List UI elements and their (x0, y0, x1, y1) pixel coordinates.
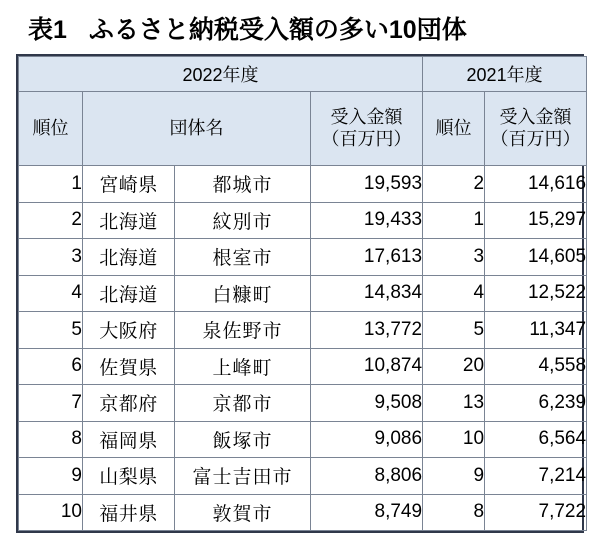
cell-amount-2021: 14,605 (485, 239, 587, 276)
cell-prefecture: 福井県 (83, 494, 175, 531)
table-header-columns (19, 92, 587, 166)
cell-amount-2022: 9,508 (311, 385, 423, 422)
cell-rank-2021: 1 (423, 202, 485, 239)
cell-rank-2021: 13 (423, 385, 485, 422)
cell-prefecture: 北海道 (83, 275, 175, 312)
cell-municipality: 京都市 (175, 385, 311, 422)
cell-amount-2021: 14,616 (485, 166, 587, 203)
table-body (19, 166, 587, 531)
table-row (19, 202, 587, 239)
header-amount-2022 (311, 92, 423, 166)
cell-rank-2021: 9 (423, 458, 485, 495)
cell-municipality: 白糠町 (175, 275, 311, 312)
header-rank-2022: 順位 (19, 92, 83, 166)
table-row (19, 312, 587, 349)
table-row (19, 166, 587, 203)
cell-amount-2022: 19,593 (311, 166, 423, 203)
table-row (19, 385, 587, 422)
cell-rank-2021: 10 (423, 421, 485, 458)
header-amount-2022-line2: （百万円） (321, 128, 412, 149)
table-number: 表1 (28, 16, 67, 44)
table-header-years (19, 57, 587, 92)
cell-prefecture: 北海道 (83, 202, 175, 239)
header-amount-2021 (485, 92, 587, 166)
cell-amount-2022: 10,874 (311, 348, 423, 385)
cell-amount-2021: 12,522 (485, 275, 587, 312)
cell-rank-2022: 1 (19, 166, 83, 203)
cell-rank-2021: 5 (423, 312, 485, 349)
cell-municipality: 紋別市 (175, 202, 311, 239)
cell-rank-2022: 2 (19, 202, 83, 239)
cell-amount-2021: 11,347 (485, 312, 587, 349)
cell-municipality: 都城市 (175, 166, 311, 203)
cell-rank-2021: 4 (423, 275, 485, 312)
cell-amount-2022: 8,806 (311, 458, 423, 495)
cell-rank-2022: 4 (19, 275, 83, 312)
cell-amount-2021: 7,214 (485, 458, 587, 495)
cell-prefecture: 京都府 (83, 385, 175, 422)
cell-rank-2022: 5 (19, 312, 83, 349)
cell-municipality: 敦賀市 (175, 494, 311, 531)
page-title (0, 0, 600, 54)
header-organization: 団体名 (83, 92, 311, 166)
cell-rank-2021: 20 (423, 348, 485, 385)
cell-amount-2022: 9,086 (311, 421, 423, 458)
header-rank-2021: 順位 (423, 92, 485, 166)
table-row (19, 239, 587, 276)
cell-amount-2022: 19,433 (311, 202, 423, 239)
table-caption: ふるさと納税受入額の多い10団体 (88, 16, 467, 44)
cell-rank-2021: 2 (423, 166, 485, 203)
header-year-2021: 2021年度 (423, 57, 587, 92)
cell-rank-2022: 6 (19, 348, 83, 385)
cell-amount-2021: 6,564 (485, 421, 587, 458)
cell-amount-2022: 17,613 (311, 239, 423, 276)
cell-prefecture: 大阪府 (83, 312, 175, 349)
table-row (19, 275, 587, 312)
cell-amount-2021: 7,722 (485, 494, 587, 531)
cell-prefecture: 福岡県 (83, 421, 175, 458)
cell-prefecture: 北海道 (83, 239, 175, 276)
cell-amount-2021: 6,239 (485, 385, 587, 422)
header-year-2022: 2022年度 (19, 57, 423, 92)
cell-rank-2022: 10 (19, 494, 83, 531)
cell-municipality: 根室市 (175, 239, 311, 276)
cell-rank-2022: 3 (19, 239, 83, 276)
header-amount-2021-line1: 受入金額 (499, 106, 572, 127)
table-row (19, 494, 587, 531)
table-container (16, 54, 587, 533)
donation-table (18, 56, 587, 531)
cell-amount-2022: 13,772 (311, 312, 423, 349)
cell-municipality: 上峰町 (175, 348, 311, 385)
header-amount-2021-line2: （百万円） (490, 128, 581, 149)
table-row (19, 348, 587, 385)
cell-rank-2021: 8 (423, 494, 485, 531)
cell-amount-2022: 14,834 (311, 275, 423, 312)
cell-rank-2022: 7 (19, 385, 83, 422)
cell-amount-2021: 15,297 (485, 202, 587, 239)
cell-rank-2022: 9 (19, 458, 83, 495)
cell-prefecture: 山梨県 (83, 458, 175, 495)
cell-municipality: 富士吉田市 (175, 458, 311, 495)
cell-rank-2021: 3 (423, 239, 485, 276)
cell-amount-2022: 8,749 (311, 494, 423, 531)
cell-amount-2021: 4,558 (485, 348, 587, 385)
cell-municipality: 飯塚市 (175, 421, 311, 458)
cell-rank-2022: 8 (19, 421, 83, 458)
header-amount-2022-line1: 受入金額 (330, 106, 403, 127)
table-row (19, 421, 587, 458)
cell-prefecture: 宮崎県 (83, 166, 175, 203)
cell-prefecture: 佐賀県 (83, 348, 175, 385)
table-row (19, 458, 587, 495)
cell-municipality: 泉佐野市 (175, 312, 311, 349)
